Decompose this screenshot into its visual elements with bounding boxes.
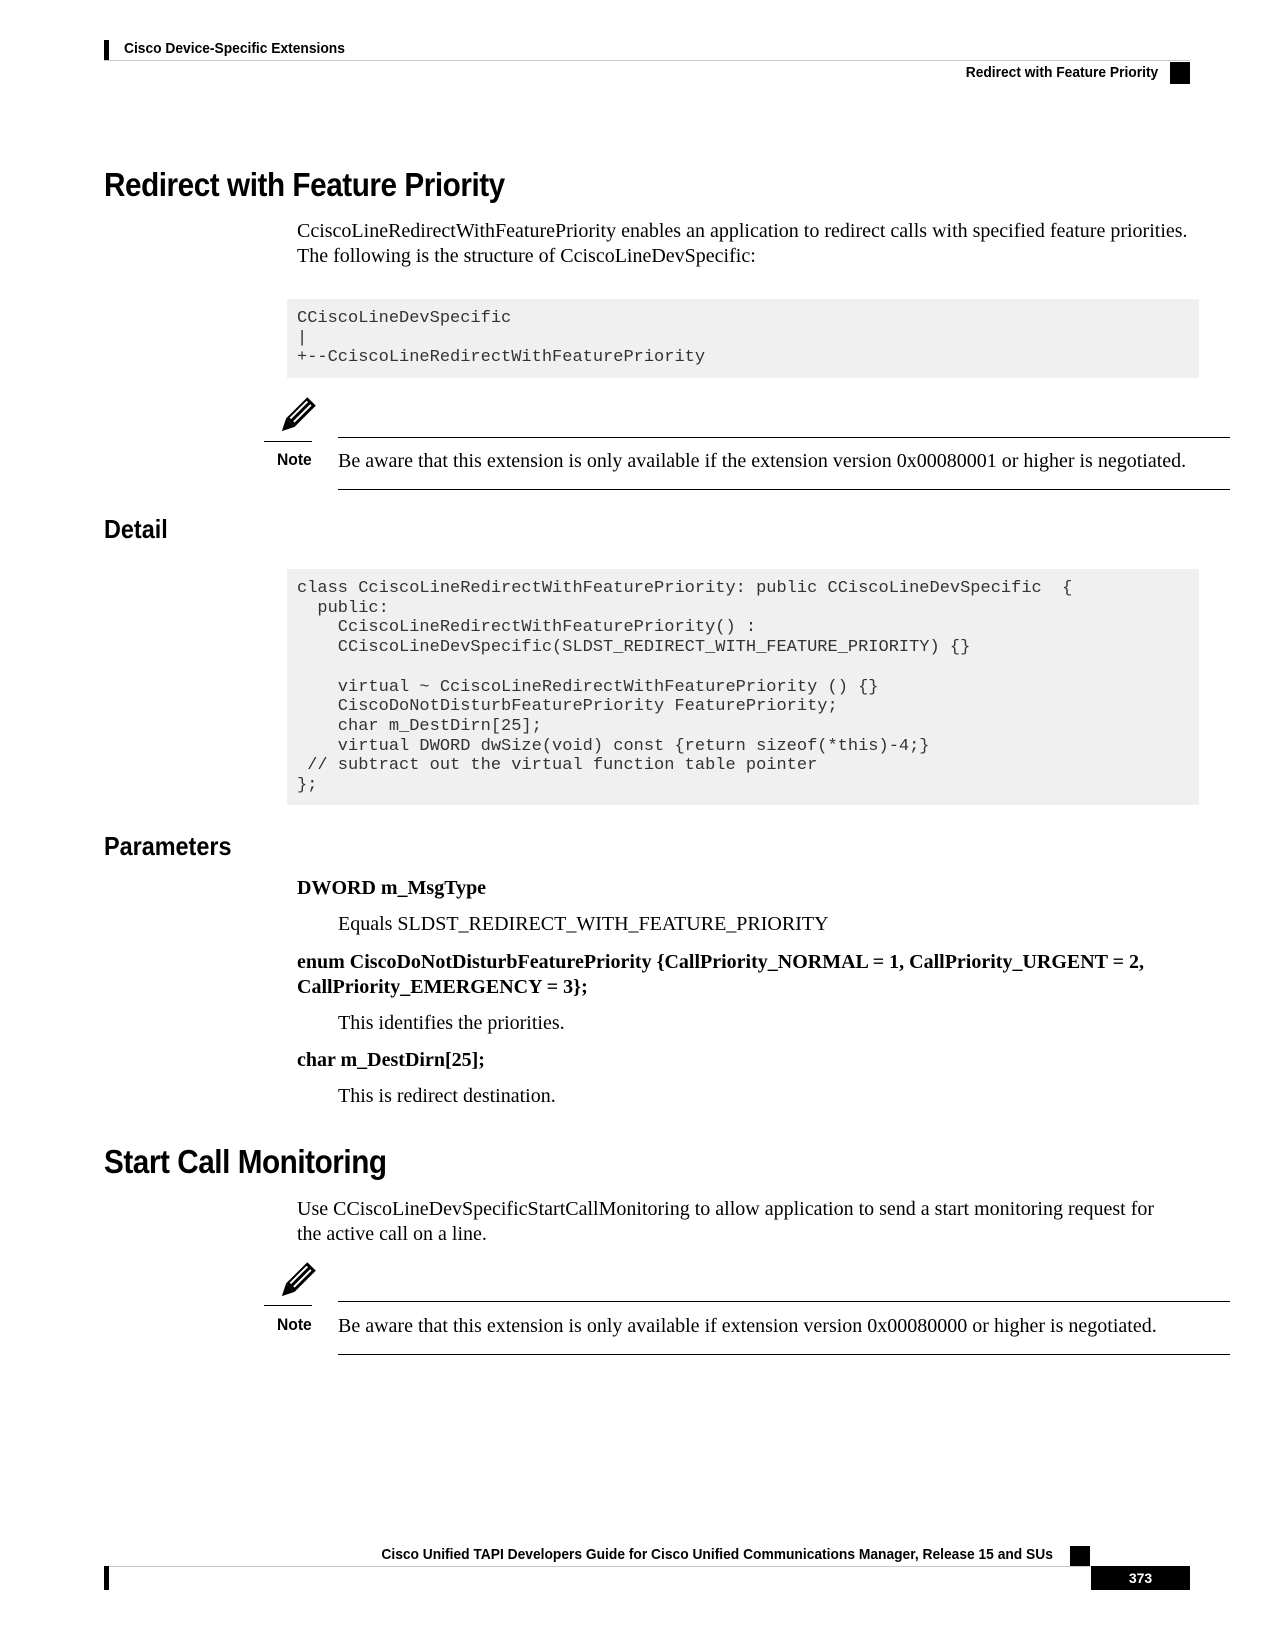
note-text: Be aware that this extension is only available if extension version 0x00080000 or higher is negotiated. [338,1315,1157,1337]
section-title-parameters: Parameters [104,831,232,861]
section-title-start-call-monitoring: Start Call Monitoring [104,1143,387,1180]
section2-intro-line1: Use CCiscoLineDevSpecificStartCallMonitoring to allow application to send a start monitoring request for [297,1198,1155,1220]
note-bottom-rule [338,489,1230,490]
note-icon-rule [264,1305,312,1306]
section1-intro-line2: The following is the structure of CciscoLineDevSpecific: [297,245,756,267]
param-desc-featurepriority: This identifies the priorities. [338,1012,565,1034]
pencil-note-icon [276,1262,316,1302]
structure-code-block: CCiscoLineDevSpecific | +--CciscoLineRedirectWithFeaturePriority [287,299,1199,378]
footer-square [1070,1546,1090,1566]
section-title-detail: Detail [104,514,168,544]
header-section: Redirect with Feature Priority [965,64,1158,81]
header-rule [104,60,1190,61]
section2-intro [297,1197,1197,1247]
header-left-bar [104,40,109,60]
footer-guide-title: Cisco Unified TAPI Developers Guide for Cisco Unified Communications Manager, Release 15 and SUs [381,1546,1053,1563]
detail-code-block: class CciscoLineRedirectWithFeaturePriority: public CCiscoLineDevSpecific { public: CciscoLineRedirectWithFeaturePriority() : CCiscoLineDevSpecific(SLDST_REDIRECT_WITH_FEATURE_PRIORITY) {} virtual ~ CciscoLineRedirectWithFeaturePriority () {} CiscoDoNotDisturbFeaturePriority FeaturePriority; char m_DestDirn[25]; virtual DWORD dwSize(void) const {return sizeof(*this)-4;} // subtract out the virtual function table pointer }; [287,569,1199,805]
note-text: Be aware that this extension is only available if the extension version 0x00080001 or higher is negotiated. [338,450,1187,472]
section2-intro-line2: the active call on a line. [297,1223,487,1245]
section-title-redirect: Redirect with Feature Priority [104,166,505,203]
pencil-note-icon [276,397,316,437]
section1-intro-line1: CciscoLineRedirectWithFeaturePriority enables an application to redirect calls with specified feature priorities. [297,220,1188,242]
note-icon-rule [264,441,312,442]
page-number: 373 [1091,1566,1190,1590]
section1-intro [297,219,1197,269]
param-name-featurepriority: enum CiscoDoNotDisturbFeaturePriority {CallPriority_NORMAL = 1, CallPriority_URGENT = 2, CallPriority_EMERGENCY = 3}; [297,951,1145,998]
footer-left-bar [104,1566,109,1590]
param-desc-msgtype: Equals SLDST_REDIRECT_WITH_FEATURE_PRIORITY [338,913,829,935]
note-label: Note [277,1315,312,1334]
header-chapter: Cisco Device-Specific Extensions [124,40,345,57]
note-bottom-rule [338,1354,1230,1355]
footer-rule [104,1566,1190,1567]
header-square [1170,62,1190,84]
note-top-rule [338,437,1230,438]
param-desc-destdirn: This is redirect destination. [338,1085,556,1107]
param-name-msgtype: DWORD m_MsgType [297,877,487,899]
param-name-destdirn: char m_DestDirn[25]; [297,1049,485,1071]
note-top-rule [338,1301,1230,1302]
note-label: Note [277,450,312,469]
